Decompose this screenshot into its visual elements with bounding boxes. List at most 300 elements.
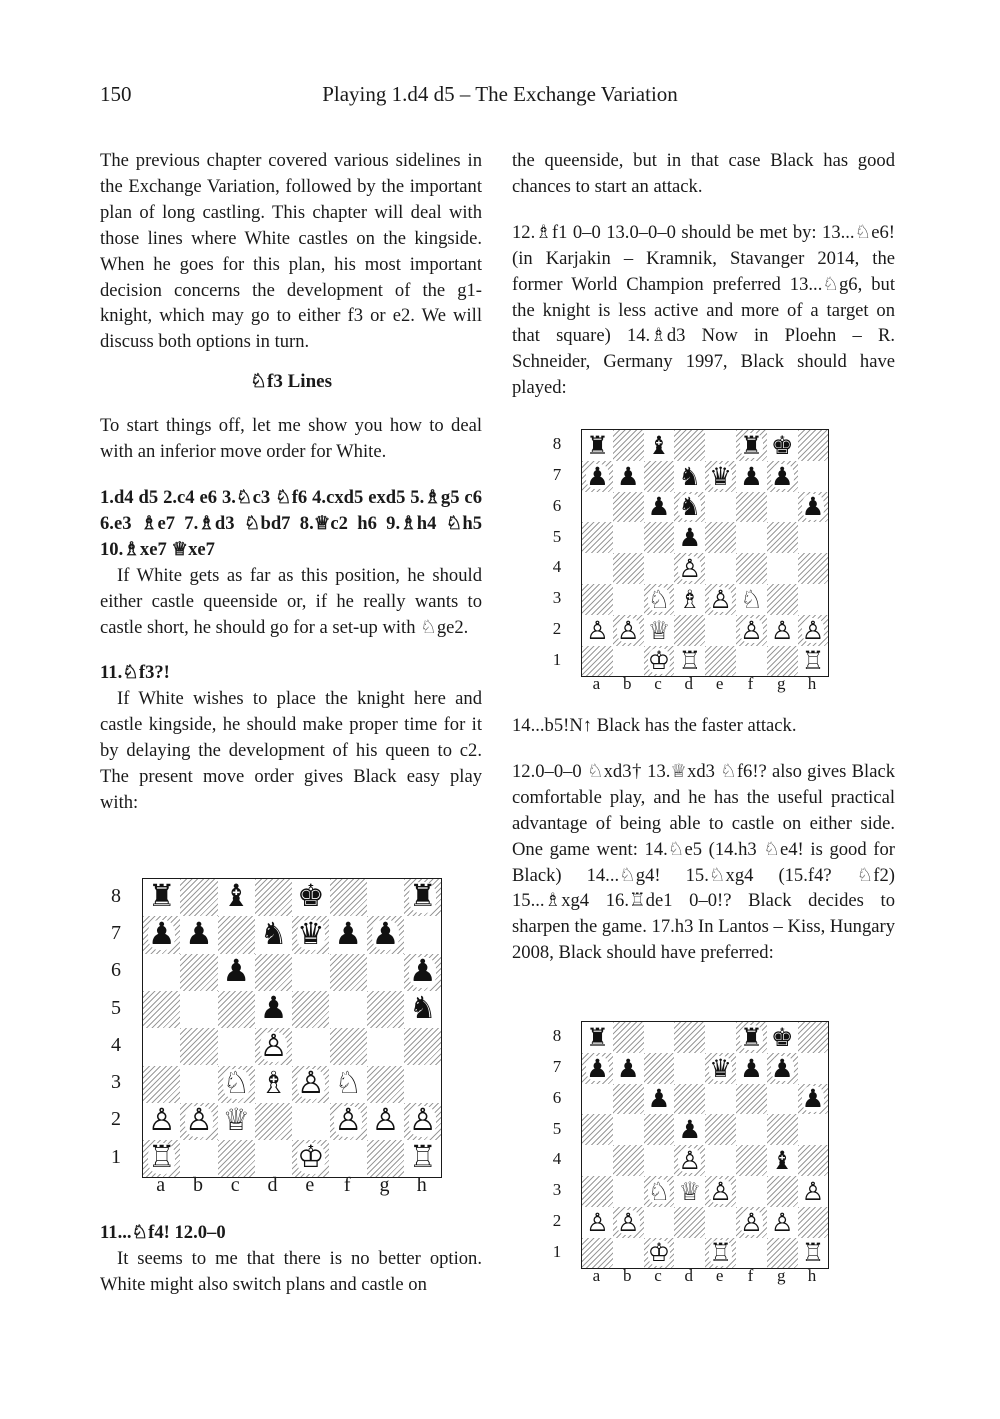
white-pawn-icon: ♙ <box>409 1103 437 1139</box>
rank-label: 3 <box>552 1180 562 1200</box>
square-f4 <box>330 1028 367 1065</box>
move-heading: 11...♘f4! 12.0–0 <box>100 1222 226 1243</box>
black-pawn-icon: ♟ <box>586 1053 609 1083</box>
white-queen-icon: ♕ <box>647 615 671 645</box>
white-pawn-icon: ♙ <box>709 1176 732 1206</box>
file-label: c <box>230 1174 240 1196</box>
square-e6 <box>705 492 736 523</box>
square-a7 <box>582 461 613 492</box>
white-rook-icon: ♖ <box>409 1140 437 1176</box>
file-label: e <box>715 1265 724 1285</box>
square-c3 <box>644 1176 675 1207</box>
rank-label: 8 <box>552 1026 562 1046</box>
square-b7 <box>180 916 217 953</box>
square-f6 <box>736 492 767 523</box>
square-a3 <box>582 584 613 615</box>
square-f3 <box>330 1066 367 1103</box>
square-h8 <box>798 1022 829 1053</box>
rank-label: 3 <box>552 588 562 608</box>
square-b6 <box>180 954 217 991</box>
square-d8 <box>255 879 292 916</box>
square-d2 <box>255 1103 292 1140</box>
rank-label: 5 <box>552 1118 562 1138</box>
square-d6 <box>255 954 292 991</box>
chessboard <box>581 1021 829 1269</box>
square-c4 <box>218 1028 255 1065</box>
square-g5 <box>767 522 798 553</box>
black-king-icon: ♚ <box>297 879 325 915</box>
square-f5 <box>736 1114 767 1145</box>
square-g5 <box>367 991 404 1028</box>
square-e2 <box>705 1207 736 1238</box>
square-h5 <box>798 1114 829 1145</box>
square-e4 <box>705 1145 736 1176</box>
black-knight-icon: ♞ <box>678 461 702 491</box>
file-label: e <box>715 673 724 693</box>
white-pawn-icon: ♙ <box>371 1103 400 1139</box>
square-e3 <box>292 1066 329 1103</box>
square-g8 <box>767 1022 798 1053</box>
square-e8 <box>705 430 736 461</box>
paragraph: It seems to me that there is no better option. White might also switch plans and castle on <box>100 1247 482 1295</box>
square-e6 <box>705 1084 736 1115</box>
black-rook-icon: ♜ <box>586 430 609 460</box>
square-e5 <box>705 1114 736 1145</box>
square-f2 <box>330 1103 367 1140</box>
square-h7 <box>798 461 829 492</box>
rank-label: 8 <box>552 434 562 454</box>
black-pawn-icon: ♟ <box>616 1053 640 1083</box>
black-pawn-icon: ♟ <box>740 461 763 491</box>
black-pawn-icon: ♟ <box>586 461 609 491</box>
black-bishop-icon: ♝ <box>647 430 671 460</box>
black-pawn-icon: ♟ <box>801 492 825 522</box>
square-c5 <box>218 991 255 1028</box>
square-c6 <box>644 492 675 523</box>
square-h7 <box>404 916 441 953</box>
white-king-icon: ♔ <box>647 646 671 676</box>
white-knight-icon: ♘ <box>222 1065 250 1101</box>
square-e5 <box>705 522 736 553</box>
square-e3 <box>705 584 736 615</box>
square-e1 <box>292 1140 329 1177</box>
black-pawn-icon: ♟ <box>801 1084 825 1114</box>
square-b8 <box>613 1022 644 1053</box>
square-d3 <box>255 1066 292 1103</box>
square-g7 <box>767 1053 798 1084</box>
file-label: f <box>747 1265 754 1285</box>
square-g8 <box>367 879 404 916</box>
left-column-lower <box>100 1220 482 1298</box>
square-a1 <box>582 1238 613 1269</box>
square-e7 <box>292 916 329 953</box>
square-c1 <box>644 1238 675 1269</box>
black-king-icon: ♚ <box>770 1022 794 1052</box>
square-e7 <box>705 461 736 492</box>
square-c6 <box>218 954 255 991</box>
rank-label: 8 <box>111 884 121 907</box>
file-label: d <box>684 673 694 693</box>
rank-label: 2 <box>552 619 562 638</box>
square-e4 <box>292 1028 329 1065</box>
square-c1 <box>644 646 675 677</box>
square-a3 <box>143 1066 180 1103</box>
square-f4 <box>736 553 767 584</box>
white-knight-icon: ♘ <box>647 1176 671 1206</box>
square-a6 <box>582 492 613 523</box>
square-h8 <box>798 430 829 461</box>
square-c8 <box>644 1022 675 1053</box>
square-a2 <box>582 1207 613 1238</box>
paragraph: the queenside, but in that case Black has good chances to start an attack. <box>512 150 895 197</box>
white-pawn-icon: ♙ <box>586 615 609 645</box>
white-rook-icon: ♖ <box>678 646 702 676</box>
square-g7 <box>367 916 404 953</box>
white-knight-icon: ♘ <box>334 1065 362 1101</box>
black-rook-icon: ♜ <box>740 1022 763 1052</box>
square-a7 <box>143 916 180 953</box>
square-g1 <box>767 646 798 677</box>
square-f6 <box>736 1084 767 1115</box>
square-b5 <box>613 1114 644 1145</box>
square-f5 <box>330 991 367 1028</box>
black-pawn-icon: ♟ <box>259 991 288 1027</box>
white-pawn-icon: ♙ <box>334 1103 362 1139</box>
square-h4 <box>798 553 829 584</box>
black-pawn-icon: ♟ <box>770 461 794 491</box>
square-g8 <box>767 430 798 461</box>
black-knight-icon: ♞ <box>678 492 702 522</box>
square-a8 <box>143 879 180 916</box>
black-pawn-icon: ♟ <box>647 492 671 522</box>
file-label: b <box>622 1265 632 1285</box>
square-a5 <box>582 522 613 553</box>
square-c4 <box>644 1145 675 1176</box>
square-b4 <box>613 553 644 584</box>
white-rook-icon: ♖ <box>801 1238 825 1268</box>
square-c4 <box>644 553 675 584</box>
black-pawn-icon: ♟ <box>371 916 400 952</box>
square-e4 <box>705 553 736 584</box>
square-b3 <box>613 1176 644 1207</box>
square-g5 <box>767 1114 798 1145</box>
paragraph: If White wishes to place the knight here and castle kingside, he should make proper time for it by delaying the development of his queen to c2. The present move order gives Black easy play with: <box>100 688 482 813</box>
file-label: g <box>776 1265 786 1285</box>
white-pawn-icon: ♙ <box>616 615 640 645</box>
white-pawn-icon: ♙ <box>297 1065 325 1101</box>
square-c8 <box>218 879 255 916</box>
square-c6 <box>644 1084 675 1115</box>
square-g4 <box>767 553 798 584</box>
rank-label: 6 <box>111 959 121 982</box>
square-f8 <box>736 430 767 461</box>
rank-label: 4 <box>552 557 562 577</box>
white-pawn-icon: ♙ <box>185 1103 213 1139</box>
black-pawn-icon: ♟ <box>409 953 437 989</box>
file-label: a <box>592 673 601 693</box>
square-h3 <box>798 1176 829 1207</box>
white-pawn-icon: ♙ <box>740 1207 763 1237</box>
section-title: ♘f3 Lines <box>250 371 332 393</box>
square-f5 <box>736 522 767 553</box>
white-pawn-icon: ♙ <box>770 615 794 645</box>
square-h4 <box>404 1028 441 1065</box>
running-header: Playing 1.d4 d5 – The Exchange Variation <box>322 82 678 106</box>
paragraph: 14...b5!N↑ Black has the faster attack. <box>512 715 797 736</box>
square-b4 <box>613 1145 644 1176</box>
square-d2 <box>674 1207 705 1238</box>
square-b7 <box>613 461 644 492</box>
square-b5 <box>180 991 217 1028</box>
square-b6 <box>613 492 644 523</box>
white-rook-icon: ♖ <box>801 646 825 676</box>
rank-label: 7 <box>552 465 562 484</box>
white-queen-icon: ♕ <box>678 1176 702 1206</box>
black-knight-icon: ♞ <box>259 916 288 952</box>
square-a6 <box>143 954 180 991</box>
square-h6 <box>798 1084 829 1115</box>
white-pawn-icon: ♙ <box>259 1028 288 1064</box>
square-b5 <box>613 522 644 553</box>
square-a1 <box>582 646 613 677</box>
file-label: h <box>807 1265 817 1285</box>
square-f8 <box>330 879 367 916</box>
square-f7 <box>330 916 367 953</box>
square-d4 <box>674 553 705 584</box>
square-c1 <box>218 1140 255 1177</box>
file-label: b <box>192 1174 203 1196</box>
square-d1 <box>674 1238 705 1269</box>
square-c7 <box>218 916 255 953</box>
square-e8 <box>705 1022 736 1053</box>
black-bishop-icon: ♝ <box>770 1145 794 1175</box>
square-c2 <box>218 1103 255 1140</box>
square-h5 <box>404 991 441 1028</box>
square-f2 <box>736 1207 767 1238</box>
square-a4 <box>582 553 613 584</box>
square-h2 <box>798 615 829 646</box>
square-f1 <box>330 1140 367 1177</box>
square-b6 <box>613 1084 644 1115</box>
square-e6 <box>292 954 329 991</box>
black-pawn-icon: ♟ <box>678 1115 702 1145</box>
file-label: c <box>654 673 662 693</box>
square-b3 <box>180 1066 217 1103</box>
square-d5 <box>674 1114 705 1145</box>
black-queen-icon: ♛ <box>709 1053 732 1083</box>
square-f3 <box>736 1176 767 1207</box>
square-g2 <box>767 1207 798 1238</box>
black-pawn-icon: ♟ <box>334 916 362 952</box>
right-column-mid <box>512 713 895 966</box>
square-g1 <box>767 1238 798 1269</box>
black-king-icon: ♚ <box>770 430 794 460</box>
square-c2 <box>644 615 675 646</box>
square-b7 <box>613 1053 644 1084</box>
black-rook-icon: ♜ <box>586 1022 609 1052</box>
black-pawn-icon: ♟ <box>147 916 176 952</box>
square-g3 <box>767 1176 798 1207</box>
square-d3 <box>674 584 705 615</box>
white-pawn-icon: ♙ <box>801 1176 825 1206</box>
white-king-icon: ♔ <box>297 1140 325 1176</box>
square-d3 <box>674 1176 705 1207</box>
black-knight-icon: ♞ <box>409 991 437 1027</box>
square-c7 <box>644 461 675 492</box>
paragraph: If White gets as far as this position, he should either castle queenside or, if he really wants to castle short, he should go for a set-up with ♘ge2. <box>100 564 482 638</box>
square-h6 <box>798 492 829 523</box>
white-pawn-icon: ♙ <box>709 584 732 614</box>
square-d4 <box>674 1145 705 1176</box>
white-king-icon: ♔ <box>647 1238 671 1268</box>
white-pawn-icon: ♙ <box>678 1145 702 1175</box>
square-d1 <box>255 1140 292 1177</box>
square-b1 <box>180 1140 217 1177</box>
square-b8 <box>180 879 217 916</box>
square-d7 <box>674 461 705 492</box>
square-b1 <box>613 646 644 677</box>
square-g6 <box>367 954 404 991</box>
right-column <box>512 148 895 401</box>
square-h3 <box>404 1066 441 1103</box>
square-b1 <box>613 1238 644 1269</box>
square-b3 <box>613 584 644 615</box>
square-e1 <box>705 1238 736 1269</box>
rank-label: 4 <box>111 1033 121 1056</box>
square-f2 <box>736 615 767 646</box>
paragraph: To start things off, let me show you how to deal with an inferior move order for White. <box>100 415 482 463</box>
square-c5 <box>644 522 675 553</box>
white-pawn-icon: ♙ <box>770 1207 794 1237</box>
white-pawn-icon: ♙ <box>801 615 825 645</box>
square-d5 <box>255 991 292 1028</box>
square-g4 <box>367 1028 404 1065</box>
rank-label: 6 <box>552 1087 562 1107</box>
file-label: d <box>684 1265 694 1285</box>
square-a3 <box>582 1176 613 1207</box>
square-a6 <box>582 1084 613 1115</box>
square-h1 <box>404 1140 441 1177</box>
square-e2 <box>705 615 736 646</box>
square-d7 <box>255 916 292 953</box>
white-knight-icon: ♘ <box>647 584 671 614</box>
rank-label: 1 <box>111 1145 121 1168</box>
file-label: c <box>654 1265 662 1285</box>
square-e8 <box>292 879 329 916</box>
square-d2 <box>674 615 705 646</box>
square-d7 <box>674 1053 705 1084</box>
file-label: g <box>379 1174 390 1196</box>
square-c3 <box>644 584 675 615</box>
square-e5 <box>292 991 329 1028</box>
square-d6 <box>674 492 705 523</box>
file-label: h <box>807 673 817 693</box>
square-a5 <box>143 991 180 1028</box>
rank-label: 7 <box>111 921 121 944</box>
file-label: f <box>747 673 754 693</box>
square-f8 <box>736 1022 767 1053</box>
square-d4 <box>255 1028 292 1065</box>
square-f4 <box>736 1145 767 1176</box>
square-g6 <box>767 1084 798 1115</box>
square-a1 <box>143 1140 180 1177</box>
file-label: h <box>416 1174 427 1196</box>
square-a7 <box>582 1053 613 1084</box>
square-f7 <box>736 461 767 492</box>
white-pawn-icon: ♙ <box>616 1207 640 1237</box>
file-label: b <box>622 673 632 693</box>
square-d6 <box>674 1084 705 1115</box>
white-pawn-icon: ♙ <box>740 615 763 645</box>
square-h7 <box>798 1053 829 1084</box>
black-pawn-icon: ♟ <box>222 953 250 989</box>
chessboard <box>581 429 829 677</box>
square-a4 <box>143 1028 180 1065</box>
file-label: d <box>267 1174 278 1196</box>
square-a5 <box>582 1114 613 1145</box>
rank-label: 2 <box>552 1211 562 1230</box>
white-rook-icon: ♖ <box>147 1140 176 1176</box>
white-knight-icon: ♘ <box>740 584 763 614</box>
square-f7 <box>736 1053 767 1084</box>
square-f1 <box>736 1238 767 1269</box>
white-rook-icon: ♖ <box>709 1238 732 1268</box>
rank-label: 2 <box>111 1108 121 1131</box>
square-b4 <box>180 1028 217 1065</box>
square-b2 <box>613 615 644 646</box>
square-g6 <box>767 492 798 523</box>
square-f6 <box>330 954 367 991</box>
white-queen-icon: ♕ <box>222 1103 250 1139</box>
paragraph: 12.♗f1 0–0 13.0–0–0 should be met by: 13...♘e6! (in Karjakin – Kramnik, Stavanger 2014, the former World Champion preferred 13...♘g6, but the knight is less active and more of a target on that square) 14.♗d3 Now in Ploehn – R. Schneider, Germany 1997, Black should have played: <box>512 221 895 399</box>
rank-label: 1 <box>552 649 562 669</box>
square-a2 <box>582 615 613 646</box>
page-number: 150 <box>100 82 132 106</box>
square-c8 <box>644 430 675 461</box>
black-pawn-icon: ♟ <box>616 461 640 491</box>
paragraph: 12.0–0–0 ♘xd3† 13.♕xd3 ♘f6!? also gives Black comfortable play, and he has the useful practical advantage of being able to castle on either side. One game went: 14.♘e5 (14.h3 ♘e4! is good for Black) 14...♘g4! 15.♘xg4 (15.f4? ♘f2) 15...♗xg4 16.♖de1 0–0!? Black decides to sharpen the game. 17.h3 In Lantos – Kiss, Hungary 2008, Black should have preferred: <box>512 760 895 964</box>
square-c7 <box>644 1053 675 1084</box>
file-label: a <box>592 1265 601 1285</box>
square-d1 <box>674 646 705 677</box>
square-a8 <box>582 430 613 461</box>
rank-label: 3 <box>111 1071 121 1094</box>
chessboard <box>142 878 442 1178</box>
square-e3 <box>705 1176 736 1207</box>
square-f3 <box>736 584 767 615</box>
black-pawn-icon: ♟ <box>185 916 213 952</box>
square-h2 <box>404 1103 441 1140</box>
square-d8 <box>674 430 705 461</box>
rank-label: 1 <box>552 1241 562 1261</box>
square-g4 <box>767 1145 798 1176</box>
square-h2 <box>798 1207 829 1238</box>
file-label: g <box>776 673 786 693</box>
square-h1 <box>798 646 829 677</box>
square-c2 <box>644 1207 675 1238</box>
square-c5 <box>644 1114 675 1145</box>
black-queen-icon: ♛ <box>297 916 325 952</box>
square-h4 <box>798 1145 829 1176</box>
file-label: f <box>343 1174 351 1196</box>
square-d8 <box>674 1022 705 1053</box>
black-rook-icon: ♜ <box>147 879 176 915</box>
square-h6 <box>404 954 441 991</box>
rank-label: 6 <box>552 495 562 515</box>
black-pawn-icon: ♟ <box>770 1053 794 1083</box>
rank-label: 5 <box>111 996 121 1019</box>
move-heading: 11.♘f3?! <box>100 662 170 684</box>
